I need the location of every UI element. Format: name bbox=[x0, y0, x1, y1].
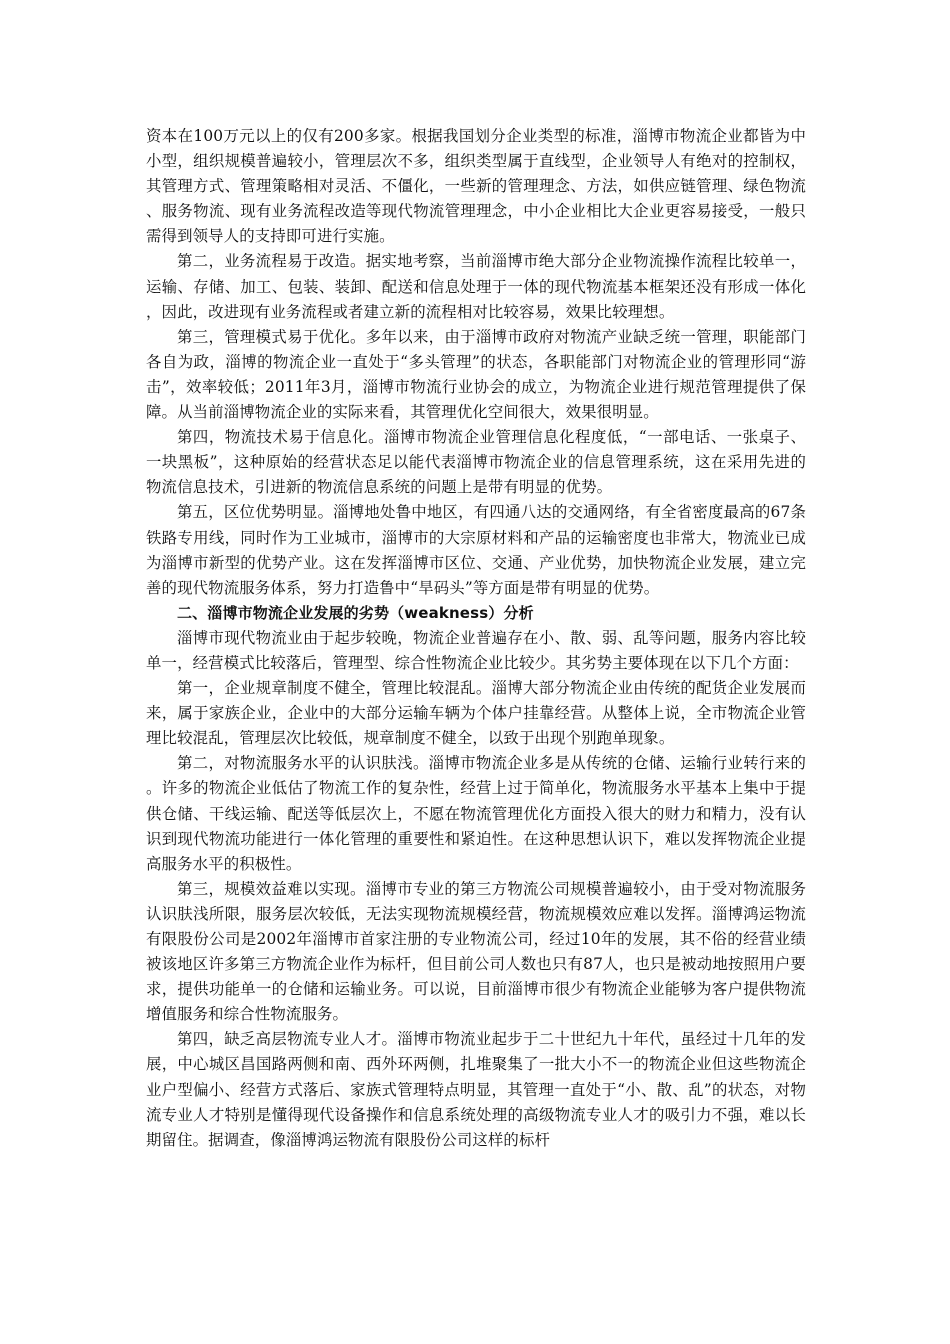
section-heading-weakness: 二、淄博市物流企业发展的劣势（weakness）分析 bbox=[177, 603, 534, 622]
paragraph-capital-scale: 资本在100万元以上的仅有200多家。根据我国划分企业类型的标准，淄博市物流企业都皆为中小型，组织规模普遍较小，管理层次不多，组织类型属于直线型，企业领导人有绝对的控制权，其管理方式、管理策略相对灵活、不僵化，一些新的管理理念、方法，如供应链管理、绿色物流、服务物流、现有业务流程改造等现代物流管理理念，中小企业相比大企业更容易接受，一般只需得到领导人的支持即可进行实施。 bbox=[146, 127, 806, 246]
document-page bbox=[146, 124, 806, 1153]
paragraph-management-optimization: 第三，管理模式易于优化。多年以来，由于淄博市政府对物流产业缺乏统一管理，职能部门各自为政，淄博的物流企业一直处于“多头管理”的状态，各职能部门对物流企业的管理形同“游击”，效率较低；2011年3月，淄博市物流行业协会的成立，为物流企业进行规范管理提供了保障。从当前淄博物流企业的实际来看，其管理优化空间很大，效果很明显。 bbox=[146, 327, 806, 422]
paragraph-service-awareness: 第二，对物流服务水平的认识肤浅。淄博市物流企业多是从传统的仓储、运输行业转行来的。许多的物流企业低估了物流工作的复杂性，经营上过于简单化，物流服务水平基本上集中于提供仓储、干线运输、配送等低层次上，不愿在物流管理优化方面投入很大的财力和精力，没有认识到现代物流功能进行一体化管理的重要性和紧迫性。在这种思想认识下，难以发挥物流企业提高服务水平的积极性。 bbox=[146, 754, 806, 873]
paragraph-informatization: 第四，物流技术易于信息化。淄博市物流企业管理信息化程度低，“一部电话、一张桌子、一块黑板”，这种原始的经营状态足以能代表淄博市物流企业的信息管理系统，这在采用先进的物流信息技术，引进新的物流信息系统的问题上是带有明显的优势。 bbox=[146, 428, 806, 497]
paragraph-regulations: 第一，企业规章制度不健全，管理比较混乱。淄博大部分物流企业由传统的配货企业发展而来，属于家族企业，企业中的大部分运输车辆为个体户挂靠经营。从整体上说，全市物流企业管理比较混乱，管理层次比较低，规章制度不健全，以致于出现个别跑单现象。 bbox=[146, 679, 806, 748]
paragraph-weakness-intro: 淄博市现代物流业由于起步较晚，物流企业普遍存在小、散、弱、乱等问题，服务内容比较单一，经营模式比较落后，管理型、综合性物流企业比较少。其劣势主要体现在以下几个方面： bbox=[146, 628, 806, 672]
paragraph-talent-shortage: 第四，缺乏高层物流专业人才。淄博市物流业起步于二十世纪九十年代，虽经过十几年的发展，中心城区昌国路两侧和南、西外环两侧，扎堆聚集了一批大小不一的物流企业但这些物流企业户型偏小、经营方式落后、家族式管理特点明显，其管理一直处于“小、散、乱”的状态，对物流专业人才特别是懂得现代设备操作和信息系统处理的高级物流专业人才的吸引力不强，难以长期留住。据调查，像淄博鸿运物流有限股份公司这样的标杆 bbox=[146, 1030, 806, 1149]
paragraph-location-advantage: 第五，区位优势明显。淄博地处鲁中地区，有四通八达的交通网络，有全省密度最高的67条铁路专用线，同时作为工业城市，淄博市的大宗原材料和产品的运输密度也非常大，物流业已成为淄博市新型的优势产业。这在发挥淄博市区位、交通、产业优势，加快物流企业发展，建立完善的现代物流服务体系，努力打造鲁中“旱码头”等方面是带有明显的优势。 bbox=[146, 503, 806, 597]
paragraph-scale-benefit: 第三，规模效益难以实现。淄博市专业的第三方物流公司规模普遍较小，由于受对物流服务认识肤浅所限，服务层次较低，无法实现物流规模经营，物流规模效应难以发挥。淄博鸿运物流有限股份公司是2002年淄博市首家注册的专业物流公司，经过10年的发展，其不俗的经营业绩被该地区许多第三方物流企业作为标杆，但目前公司人数也只有87人，也只是被动地按照用户要求，提供功能单一的仓储和运输业务。可以说，目前淄博市很少有物流企业能够为客户提供物流增值服务和综合性物流服务。 bbox=[146, 879, 806, 1024]
paragraph-process-reform: 第二，业务流程易于改造。据实地考察，当前淄博市绝大部分企业物流操作流程比较单一，运输、存储、加工、包装、装卸、配送和信息处理于一体的现代物流基本框架还没有形成一体化，因此，改进现有业务流程或者建立新的流程相对比较容易，效果比较理想。 bbox=[146, 252, 806, 321]
